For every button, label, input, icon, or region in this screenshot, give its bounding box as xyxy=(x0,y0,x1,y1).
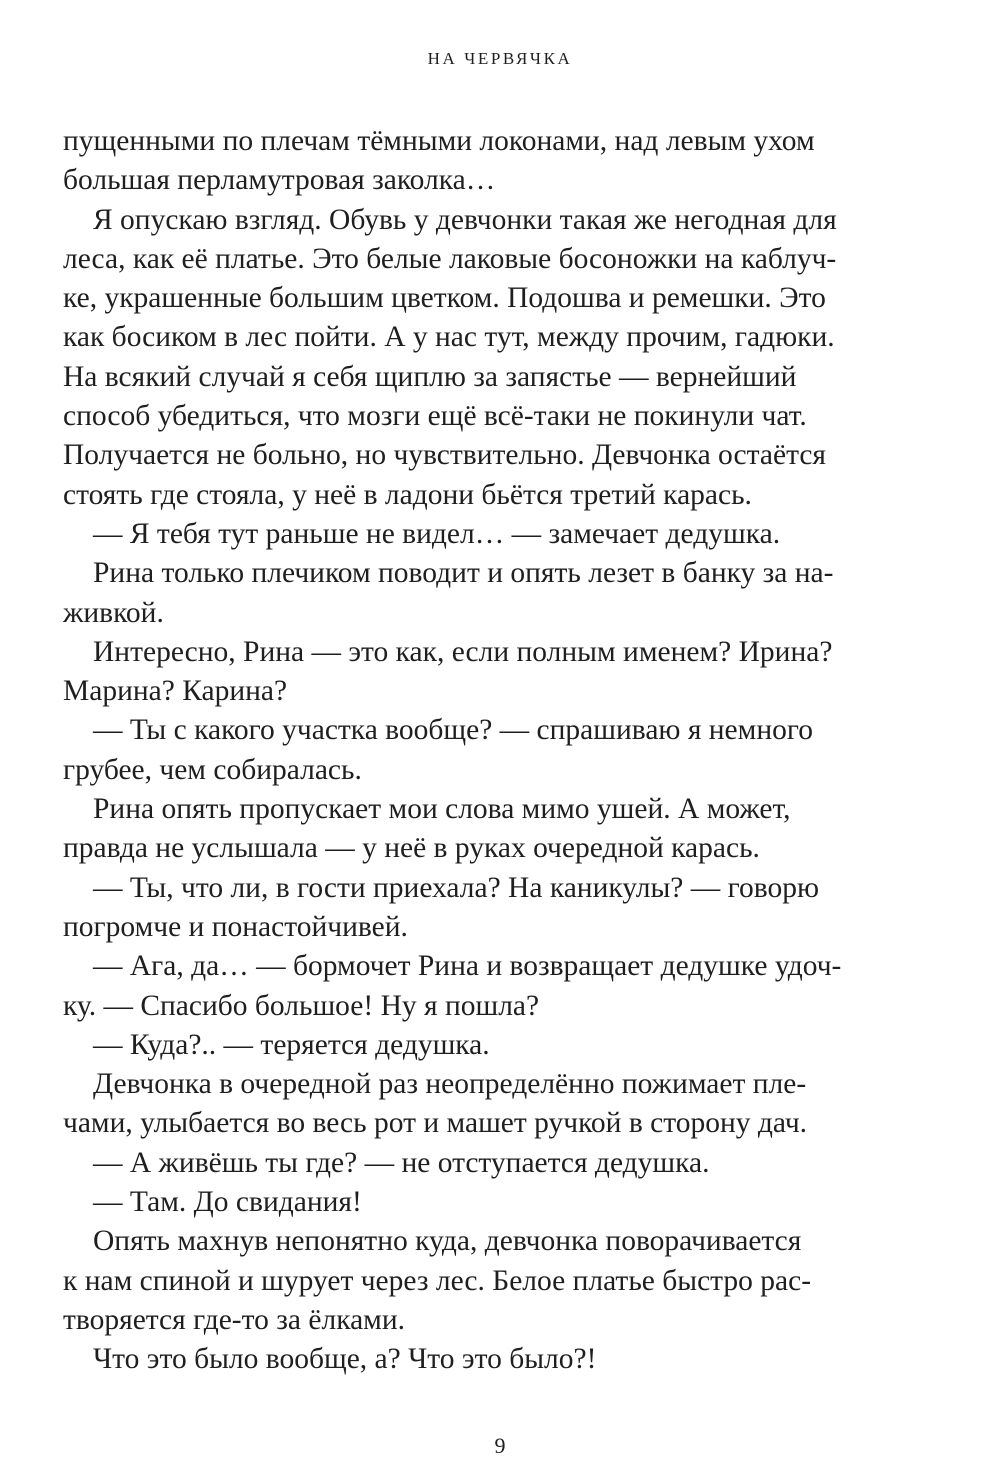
dialogue-line: — Ты с какого участка вообще? — спрашиваю я немного грубее, чем собиралась. xyxy=(63,714,813,786)
dialogue-line: — Ага, да… — бормочет Рина и возвращает дедушке удоч- ку. — Спасибо большое! Ну я пошла? xyxy=(63,950,842,1022)
dialogue-line: — Куда?.. — теряется дедушка. xyxy=(93,1028,490,1061)
paragraph: пущенными по плечам тёмными локонами, над левым ухом большая перламутровая заколка… xyxy=(63,125,815,197)
dialogue-line: — Ты, что ли, в гости приехала? На каникулы? — говорю погромче и понастойчивей. xyxy=(63,871,820,943)
paragraph: Я опускаю взгляд. Обувь у девчонки такая же негодная для леса, как её платье. Это белые лаковые босоножки на каблуч- ке, украшенные большим цветком. Подошва и ремешки. Это как босиком в лес пойти. А у нас тут, между прочим, гадюки. На всякий случай я себя щиплю за запястье — вернейший способ убедиться, что мозги ещё всё-таки не покинули чат. Получается не больно, но чувствительно. Девчонка остаётся стоять где стояла, у неё в ладони бьётся третий карась. xyxy=(63,203,837,511)
paragraph: Рина опять пропускает мои слова мимо ушей. А может, правда не услышала — у неё в руках очередной карась. xyxy=(63,793,791,865)
body-text xyxy=(63,122,885,1380)
page-number: 9 xyxy=(494,1433,506,1458)
dialogue-line: — А живёшь ты где? — не отступается дедушка. xyxy=(93,1146,710,1179)
paragraph: Что это было вообще, а? Что это было?! xyxy=(93,1343,597,1376)
paragraph: Девчонка в очередной раз неопределённо пожимает пле- чами, улыбается во весь рот и машет ручкой в сторону дач. xyxy=(63,1068,808,1140)
paragraph: Опять махнув непонятно куда, девчонка поворачивается к нам спиной и шурует через лес. Белое платье быстро рас- творяется где-то за ёлками. xyxy=(63,1225,812,1336)
paragraph: Рина только плечиком поводит и опять лезет в банку за на- живкой. xyxy=(63,557,834,629)
dialogue-line: — Я тебя тут раньше не видел… — замечает дедушка. xyxy=(93,517,781,550)
paragraph: Интересно, Рина — это как, если полным именем? Ирина? Марина? Карина? xyxy=(63,635,833,708)
running-head: НА ЧЕРВЯЧКА xyxy=(427,49,573,68)
dialogue-line: — Там. До свидания! xyxy=(93,1186,362,1219)
